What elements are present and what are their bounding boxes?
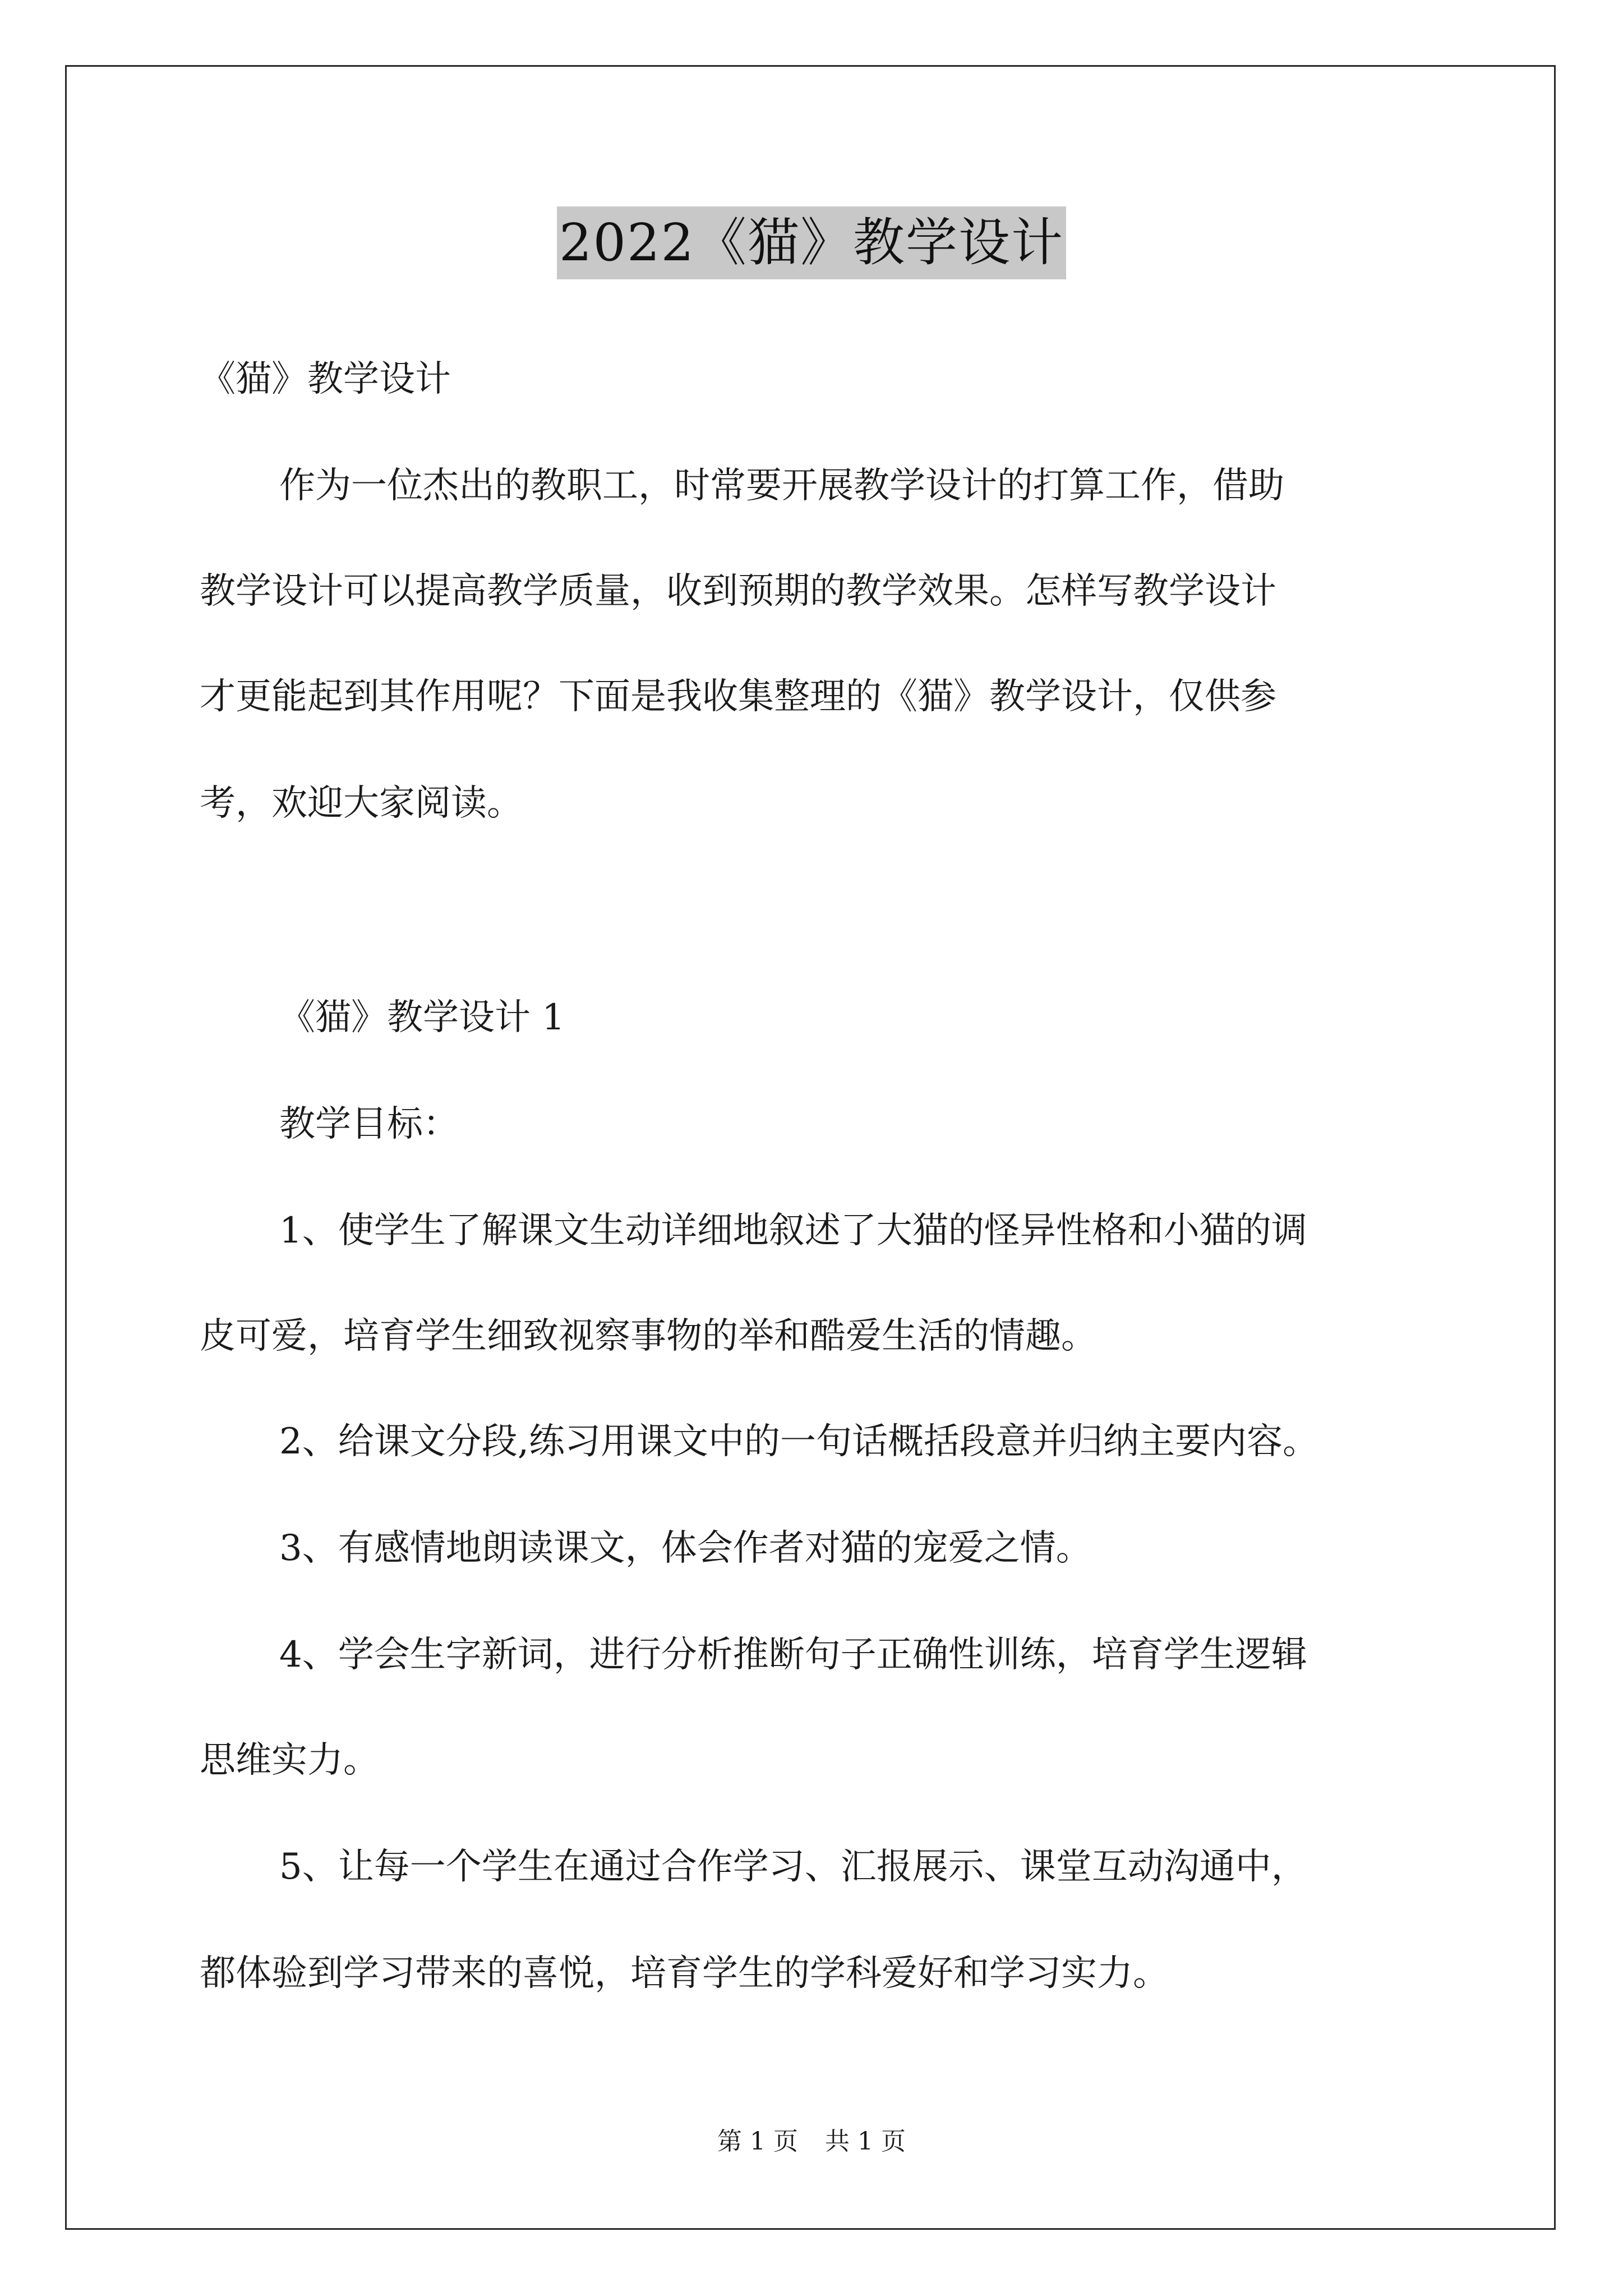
intro-line-3: 才更能起到其作用呢？下面是我收集整理的《猫》教学设计，仅供参 [200, 676, 1276, 717]
document-title: 2022《猫》教学设计 [557, 206, 1066, 279]
objective-line-1: 1、使学生了解课文生动详细地叙述了大猫的怪异性格和小猫的调 [279, 1210, 1307, 1251]
page-footer [0, 2125, 1623, 2159]
title-container [0, 206, 1623, 279]
objective-line-3: 2、给课文分段,练习用课文中的一句话概括段意并归纳主要内容。 [279, 1421, 1319, 1462]
document-subtitle: 《猫》教学设计 [200, 358, 451, 400]
intro-line-4: 考，欢迎大家阅读。 [200, 783, 523, 824]
objective-line-2: 皮可爱，培育学生细致视察事物的举和酷爱生活的情趣。 [200, 1315, 1097, 1357]
objective-line-7: 5、让每一个学生在通过合作学习、汇报展示、课堂互动沟通中， [279, 1846, 1307, 1888]
objective-line-5: 4、学会生字新词，进行分析推断句子正确性训练，培育学生逻辑 [279, 1634, 1307, 1676]
objective-line-8: 都体验到学习带来的喜悦，培育学生的学科爱好和学习实力。 [200, 1953, 1169, 1994]
objective-line-4: 3、有感情地朗读课文，体会作者对猫的宠爱之情。 [279, 1527, 1092, 1569]
intro-line-1: 作为一位杰出的教职工，时常要开展教学设计的打算工作，借助 [279, 465, 1284, 507]
objective-line-6: 思维实力。 [200, 1740, 379, 1781]
section-heading: 《猫》教学设计 1 [279, 997, 565, 1038]
intro-line-2: 教学设计可以提高教学质量，收到预期的教学效果。怎样写教学设计 [200, 570, 1276, 612]
page-number-current: 第 1 页 [717, 2127, 798, 2156]
page-number-total: 共 1 页 [825, 2127, 906, 2156]
objectives-heading: 教学目标： [279, 1103, 459, 1145]
